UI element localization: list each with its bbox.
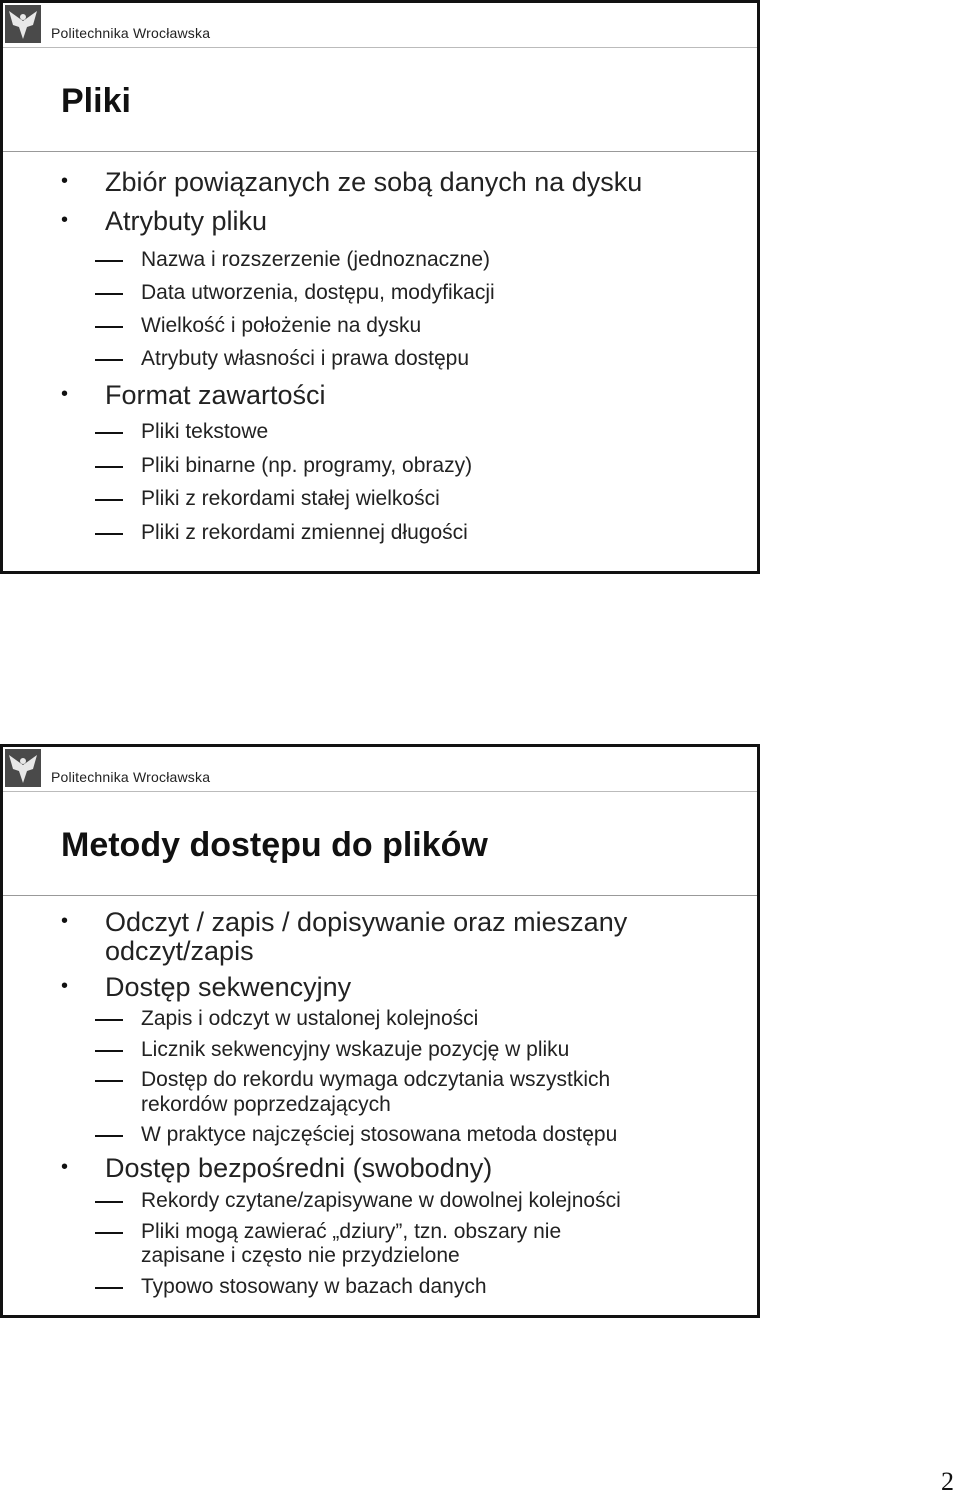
page-number: 2: [941, 1467, 954, 1496]
institution-name: Politechnika Wrocławska: [51, 769, 211, 785]
university-eagle-logo-icon: [5, 5, 41, 43]
title-divider: [3, 151, 757, 152]
dash-icon: [95, 260, 123, 262]
dash-icon: [95, 326, 123, 328]
slide-title: Pliki: [61, 82, 131, 120]
dash-icon: [95, 1135, 123, 1137]
slide-pliki: Politechnika Wrocławska Pliki • Zbiór powiązanych ze sobą danych na dysku • Atrybuty pliku Nazwa i rozszerzenie (jednoznaczne) Data utworzenia, dostępu, modyfikacji Wielkość i położenie na dysku Atrybuty własności i prawa dostępu • Format zawartości Pliki tekstowe Pliki binarne (np. programy, obrazy) Pliki z rekordami stałej wielkości Pliki z rekordami zmiennej długości: [0, 0, 760, 574]
bullet-icon: •: [61, 1156, 69, 1178]
title-divider: [3, 895, 757, 896]
dash-icon: [95, 1050, 123, 1052]
dash-icon: [95, 1287, 123, 1289]
dash-icon: [95, 533, 123, 535]
dash-icon: [95, 1201, 123, 1203]
university-eagle-logo-icon: [5, 749, 41, 787]
slide-header-banner: [3, 3, 757, 48]
institution-name: Politechnika Wrocławska: [51, 25, 211, 41]
dash-icon: [95, 1232, 123, 1234]
slide-title: Metody dostępu do plików: [61, 826, 488, 864]
slide-metody-dostepu: Politechnika Wrocławska Metody dostępu do plików • Odczyt / zapis / dopisywanie oraz mieszany odczyt/zapis • Dostęp sekwencyjny Zapis i odczyt w ustalonej kolejności Licznik sekwencyjny wskazuje pozycję w pliku Dostęp do rekordu wymaga odczytania wszystkich rekordów poprzedzających W praktyce najczęściej stosowana metoda dostępu • Dostęp bezpośredni (swobodny) Rekordy czytane/zapisywane w dowolnej kolejności Pliki mogą zawierać „dziury”, tzn. obszary nie zapisane i często nie przydzielone Typowo stosowany w bazach danych: [0, 744, 760, 1318]
dash-icon: [95, 293, 123, 295]
dash-icon: [95, 1080, 123, 1082]
dash-icon: [95, 359, 123, 361]
dash-icon: [95, 499, 123, 501]
bullet-icon: •: [61, 209, 69, 231]
bullet-icon: •: [61, 170, 69, 192]
bullet-icon: •: [61, 910, 69, 932]
bullet-icon: •: [61, 383, 69, 405]
dash-icon: [95, 432, 123, 434]
dash-icon: [95, 1019, 123, 1021]
slide-header-banner: [3, 747, 757, 792]
bullet-icon: •: [61, 975, 69, 997]
dash-icon: [95, 466, 123, 468]
